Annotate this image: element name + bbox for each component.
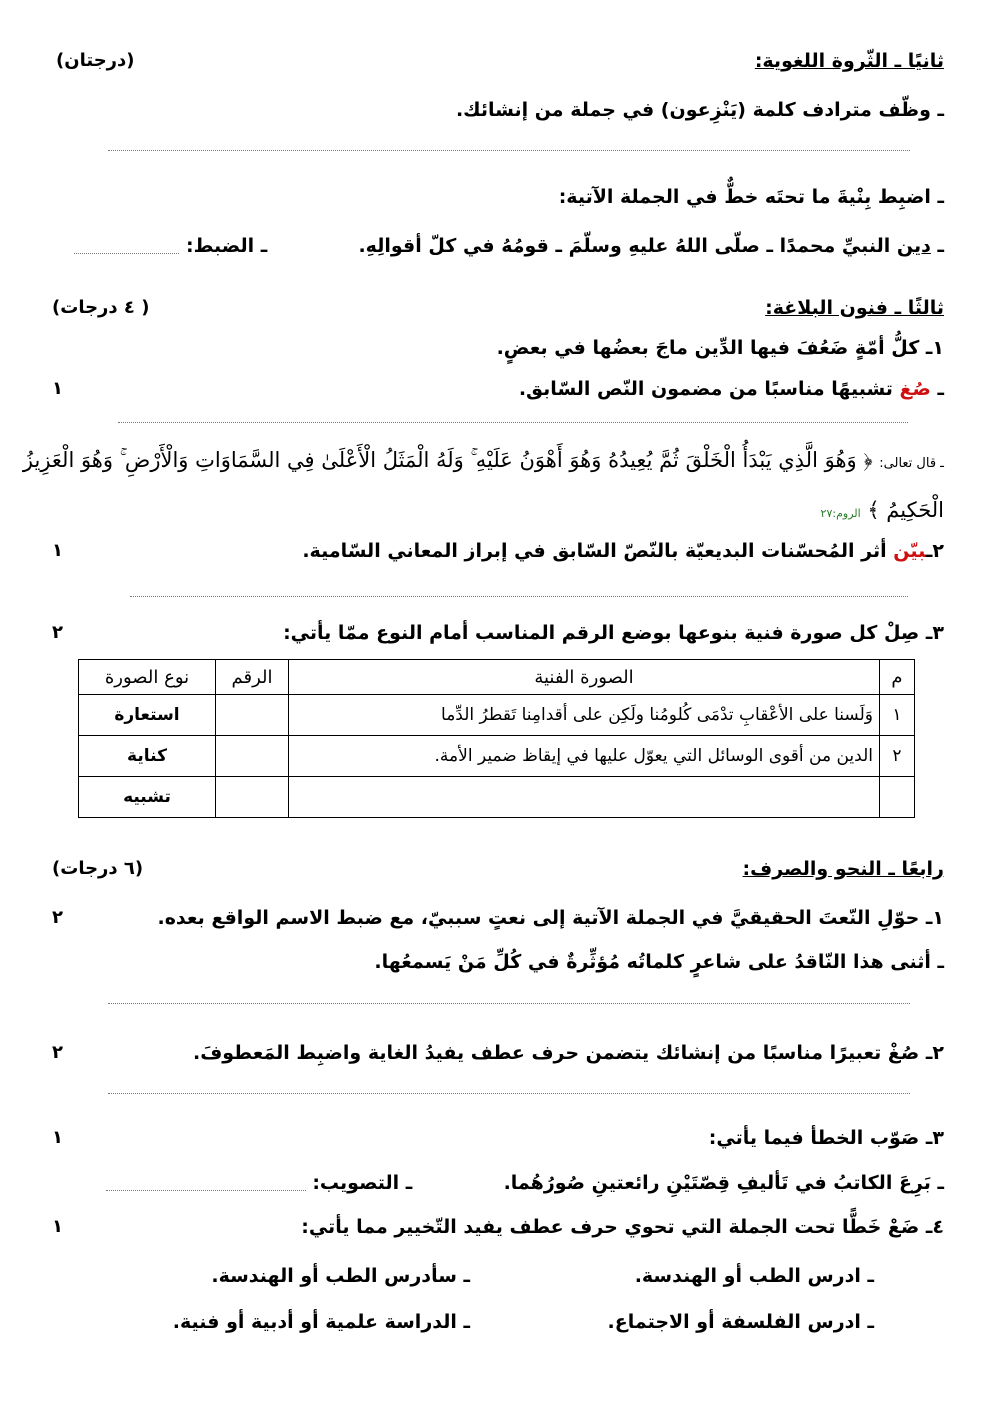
number-cell[interactable] [216, 777, 289, 818]
answer-line[interactable] [130, 596, 908, 597]
col-header: نوع الصورة [79, 660, 216, 695]
answer-line[interactable] [108, 1093, 910, 1094]
number-cell[interactable] [216, 736, 289, 777]
section4-q2: ٢ـ صُغْ تعبيرًا مناسبًا من إنشائك يتضمن حرف عطف يفيدُ الغاية واضبِط المَعطوفَ. [192, 1042, 944, 1064]
section4-q3-sentence [106, 1170, 944, 1196]
table-row [79, 695, 915, 736]
answer-line[interactable] [118, 422, 908, 423]
underlined-word: دين [896, 235, 931, 257]
section4-q1: ١ـ حوّلِ النّعتَ الحقيقيَّ في الجملة الآتية إلى نعتٍ سببيّ، مع ضبط الاسم الواقع بعده. [157, 907, 944, 929]
row-type: تشبيه [79, 777, 216, 818]
row-number: ٢ [880, 736, 915, 777]
section4-q1-sentence: ـ أثنى هذا النّاقدُ على شاعرٍ كلماتُه مُؤثِّرةٌ في كُلِّ مَنْ يَسمعُها. [374, 951, 944, 973]
quran-line-2 [821, 497, 944, 527]
row-type: استعارة [79, 695, 216, 736]
section2-q2-sentence: ـ دين النبيِّ محمدًا ـ صلّى اللهُ عليهِ وسلّمَ ـ قومُهُ في كلّ أقوالِهِ. ـ الضبط: [74, 233, 944, 259]
quran-ref: الروم:٢٧ [820, 507, 861, 520]
number-cell[interactable] [216, 695, 289, 736]
table-header-row [79, 660, 915, 695]
row-type: كناية [79, 736, 216, 777]
q2-verb: بيّن [893, 540, 926, 562]
quran-text-2: الْحَكِيمُ ﴾ [867, 498, 944, 522]
option-2[interactable]: ـ سأدرس الطب أو الهندسة. [211, 1265, 470, 1287]
answer-line[interactable] [108, 1003, 910, 1004]
task-rest: تشبيهًا مناسبًا من مضمون النّص السّابق. [518, 378, 893, 400]
q2-rest: أثر المُحسّنات البديعيّة بالنّصّ السّابق في إبراز المعاني السّامية. [302, 540, 887, 562]
taswib-label: ـ التصويب: [312, 1172, 413, 1194]
section4-marks: (٦ درجات) [52, 858, 144, 879]
option-1[interactable]: ـ ادرس الطب أو الهندسة. [634, 1265, 874, 1287]
quran-intro: ـ قال تعالى: [879, 456, 944, 471]
section2-marks: (درجتان) [56, 50, 135, 71]
section3-marks: ( ٤ درجات) [52, 297, 150, 318]
row-number [880, 777, 915, 818]
row-image [289, 777, 880, 818]
mark-s4q3: ١ [52, 1127, 63, 1148]
section4-title: رابعًا ـ النحو والصرف: [742, 858, 944, 880]
zabt-label: ـ الضبط: [186, 235, 268, 257]
q3-sentence: ـ بَرِعَ الكاتبُ في تَأليفِ قِصّتَيْنِ رائعتينِ صُورُهُما. [503, 1172, 944, 1194]
section3-q2: ٢ـبيّن أثر المُحسّنات البديعيّة بالنّصّ السّابق في إبراز المعاني السّامية. [302, 540, 944, 562]
section3-q1: ١ـ كلُّ أمّةٍ ضَعُفَ فيها الدِّين ماجَ بعضُها في بعضٍ. [496, 337, 944, 359]
section2-q2: ـ اضبِط بِنْيةَ ما تحتَه خطٌّ في الجملة الآتية: [558, 186, 944, 208]
option-3[interactable]: ـ ادرس الفلسفة أو الاجتماع. [607, 1311, 874, 1333]
table-row [79, 777, 915, 818]
section2-title: ثانيًا ـ الثّروة اللغوية: [754, 50, 944, 72]
section2-q1: ـ وظّف مترادف كلمة (يَنْزِعون) في جملة من إنشائك. [455, 99, 944, 121]
answer-line[interactable] [108, 150, 910, 151]
row-number: ١ [880, 695, 915, 736]
col-header: الرقم [216, 660, 289, 695]
section4-q4: ٤ـ ضَعْ خَطًّا تحت الجملة التي تحوي حرف عطف يفيد التّخيير مما يأتي: [301, 1216, 944, 1238]
mark-q3: ٢ [52, 622, 63, 643]
row-image: وَلَسنا على الأعْقابِ تدْمَى كُلومُنا ولَكِن على أقدامِنا تَقطرُ الدِّما [289, 695, 880, 736]
quran-text: ﴿ وَهُوَ الَّذِي يَبْدَأُ الْخَلْقَ ثُمَّ يُعِيدُهُ وَهُوَ أَهْوَنُ عَلَيْهِ ۚ وَلَهُ الْمَثَلُ الْأَعْلَىٰ فِي السَّمَاوَاتِ وَالْأَرْضِ ۚ وَهُوَ الْعَزِيزُ [22, 448, 873, 472]
option-4[interactable]: ـ الدراسة علمية أو أدبية أو فنية. [172, 1311, 470, 1333]
quran-line [23, 447, 944, 477]
mark-q1: ١ [52, 378, 63, 399]
task-verb: صُغ [899, 378, 931, 400]
answer-line[interactable] [106, 1176, 306, 1191]
col-header: م [880, 660, 915, 695]
section3-q1-task: ـ صُغ تشبيهًا مناسبًا من مضمون النّص السّابق. [518, 378, 944, 400]
row-image: الدين من أقوى الوسائل التي يعوّل عليها في إيقاظ ضمير الأمة. [289, 736, 880, 777]
sentence-rest: النبيِّ محمدًا ـ صلّى اللهُ عليهِ وسلّمَ ـ قومُهُ في كلّ أقوالِهِ. [358, 235, 891, 257]
col-header: الصورة الفنية [289, 660, 880, 695]
matching-table [78, 659, 915, 818]
section3-title: ثالثًا ـ فنون البلاغة: [765, 297, 944, 319]
answer-line[interactable] [74, 239, 179, 254]
mark-s4q2: ٢ [52, 1042, 63, 1063]
mark-s4q4: ١ [52, 1216, 63, 1237]
mark-s4q1: ٢ [52, 907, 63, 928]
section3-q3: ٣ـ صِلْ كل صورة فنية بنوعها بوضع الرقم المناسب أمام النوع ممّا يأتي: [283, 622, 944, 644]
mark-q2: ١ [52, 540, 63, 561]
section4-q3: ٣ـ صَوّب الخطأ فيما يأتي: [708, 1127, 944, 1149]
table-row [79, 736, 915, 777]
